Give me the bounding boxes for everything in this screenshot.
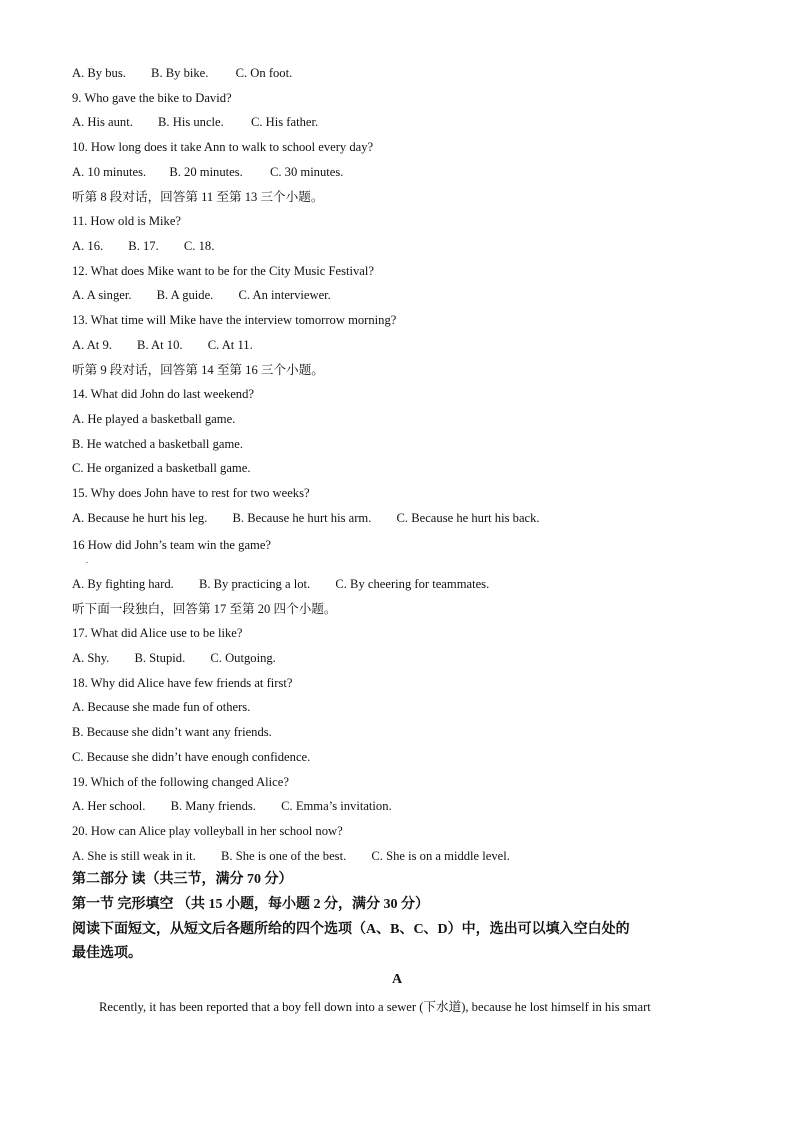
q10-option-c: C. 30 minutes.	[269, 165, 344, 179]
q17-option-c: C. Outgoing.	[210, 651, 276, 665]
q17-question: 17. What did Alice use to be like?	[72, 626, 243, 640]
q16-option-b: B. By practicing a lot.	[198, 577, 311, 591]
q8-options	[72, 65, 292, 81]
q9-options	[72, 114, 318, 130]
q12-option-a: A. A singer.	[72, 288, 132, 302]
q11-options	[72, 238, 214, 254]
q14-option-c: C. He organized a basketball game.	[72, 461, 251, 475]
dialog8-instruction: 听第 8 段对话，回答第 11 至第 13 三个小题。	[72, 190, 324, 204]
q11-option-a: A. 16.	[72, 239, 104, 253]
q10-option-a: A. 10 minutes.	[72, 165, 147, 179]
q17-options	[72, 650, 276, 666]
part2-heading: 第二部分 读（共三节，满分 70 分）	[72, 872, 293, 887]
q13-option-b: B. At 10.	[137, 338, 183, 352]
q19-question: 19. Which of the following changed Alice?	[72, 775, 289, 789]
stray-dot: .	[86, 556, 88, 565]
q20-option-b: B. She is one of the best.	[221, 849, 347, 863]
q10-options	[72, 164, 343, 180]
q10-option-b: B. 20 minutes.	[169, 165, 243, 179]
q12-option-c: C. An interviewer.	[238, 288, 331, 302]
q15-question: 15. Why does John have to rest for two weeks?	[72, 486, 310, 500]
q9-option-a: A. His aunt.	[72, 115, 133, 129]
section1-heading: 第一节 完形填空 （共 15 小题，每小题 2 分，满分 30 分）	[72, 897, 429, 912]
q14-question: 14. What did John do last weekend?	[72, 387, 254, 401]
q16-option-c: C. By cheering for teammates.	[335, 577, 490, 591]
q18-option-b: B. Because she didn’t want any friends.	[72, 725, 272, 739]
q15-option-c: C. Because he hurt his back.	[396, 511, 540, 525]
q8-option-b: B. By bike.	[151, 66, 209, 80]
q14-option-b: B. He watched a basketball game.	[72, 437, 243, 451]
q13-options	[72, 337, 253, 353]
q16-question: 16 How did John’s team win the game?	[72, 538, 272, 552]
q16-options	[72, 576, 489, 592]
q20-question: 20. How can Alice play volleyball in her school now?	[72, 824, 343, 838]
cloze-instruction-line2: 最佳选项。	[72, 946, 142, 961]
q12-question: 12. What does Mike want to be for the City Music Festival?	[72, 264, 374, 278]
q11-option-c: C. 18.	[183, 239, 215, 253]
q8-option-c: C. On foot.	[235, 66, 293, 80]
q13-question: 13. What time will Mike have the interview tomorrow morning?	[72, 313, 397, 327]
q9-question: 9. Who gave the bike to David?	[72, 91, 232, 105]
q15-option-b: B. Because he hurt his arm.	[232, 511, 372, 525]
q8-option-a: A. By bus.	[72, 66, 126, 80]
q9-option-c: C. His father.	[250, 115, 319, 129]
q18-question: 18. Why did Alice have few friends at first?	[72, 676, 293, 690]
q18-option-c: C. Because she didn’t have enough confidence.	[72, 750, 311, 764]
passage-first-line: Recently, it has been reported that a boy fell down into a sewer (下水道), because he lost himself in his smart	[99, 1000, 651, 1014]
q12-option-b: B. A guide.	[156, 288, 214, 302]
q20-option-a: A. She is still weak in it.	[72, 849, 196, 863]
q15-options	[72, 510, 540, 526]
q11-question: 11. How old is Mike?	[72, 214, 182, 228]
monologue-instruction: 听下面一段独白，回答第 17 至第 20 四个小题。	[72, 602, 337, 616]
q19-options	[72, 798, 392, 814]
q13-option-a: A. At 9.	[72, 338, 112, 352]
q10-question: 10. How long does it take Ann to walk to school every day?	[72, 140, 374, 154]
cloze-instruction-line1: 阅读下面短文，从短文后各题所给的四个选项（A、B、C、D）中，选出可以填入空白处的	[72, 922, 630, 937]
q17-option-a: A. Shy.	[72, 651, 110, 665]
q17-option-b: B. Stupid.	[134, 651, 186, 665]
q14-option-a: A. He played a basketball game.	[72, 412, 236, 426]
dialog9-instruction: 听第 9 段对话，回答第 14 至第 16 三个小题。	[72, 363, 324, 377]
q20-options	[72, 848, 510, 864]
q13-option-c: C. At 11.	[207, 338, 253, 352]
passage-label: A	[391, 972, 403, 987]
q11-option-b: B. 17.	[128, 239, 159, 253]
q15-option-a: A. Because he hurt his leg.	[72, 511, 208, 525]
q9-option-b: B. His uncle.	[158, 115, 224, 129]
q19-option-b: B. Many friends.	[170, 799, 256, 813]
q12-options	[72, 287, 331, 303]
q16-option-a: A. By fighting hard.	[72, 577, 174, 591]
q20-option-c: C. She is on a middle level.	[371, 849, 510, 863]
q19-option-c: C. Emma’s invitation.	[281, 799, 392, 813]
q18-option-a: A. Because she made fun of others.	[72, 700, 251, 714]
q19-option-a: A. Her school.	[72, 799, 146, 813]
